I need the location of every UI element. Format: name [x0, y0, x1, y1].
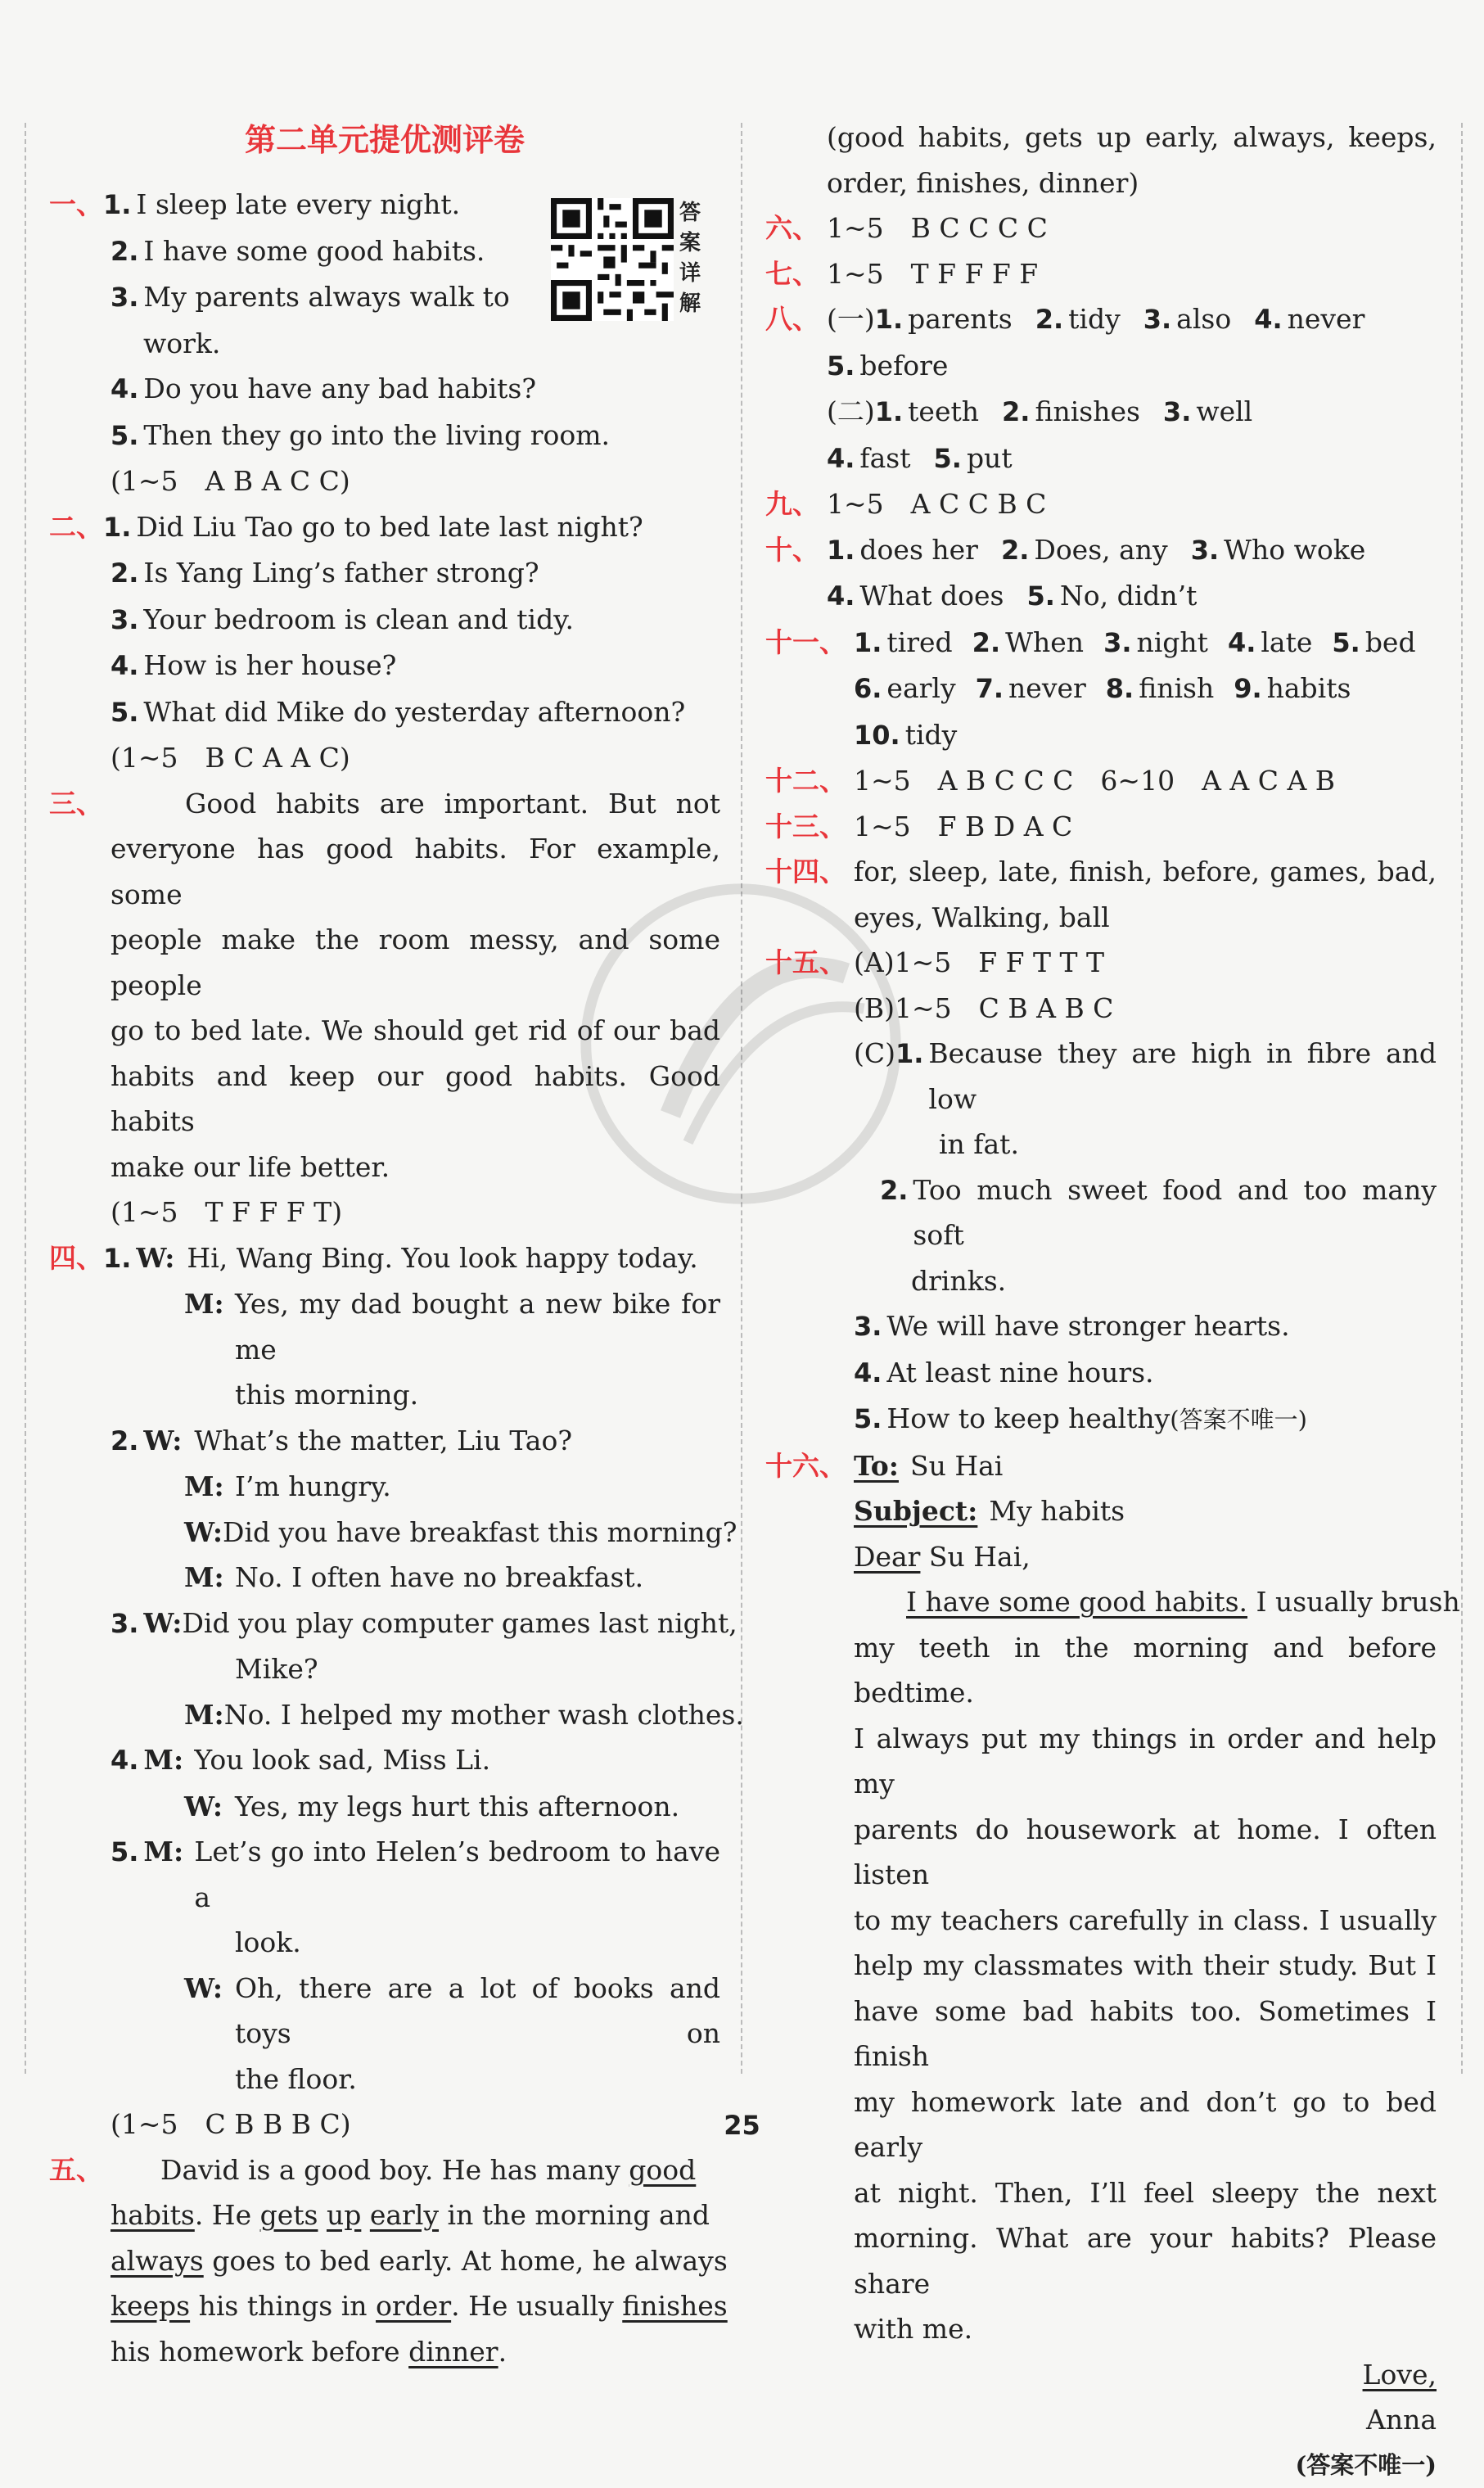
- filled-word: order: [376, 2283, 451, 2329]
- dialogue-text: Did you play computer games last night,: [182, 1601, 737, 1646]
- passage-line: habits and keep our good habits. Good habits: [111, 1054, 720, 1145]
- passage-line: [49, 2283, 720, 2329]
- dialogue-line: [49, 1510, 720, 1556]
- answer-line: [765, 481, 1437, 527]
- qr-label-char: 解: [679, 289, 707, 319]
- section-label: 十五、: [765, 940, 854, 986]
- passage-text: his things in: [190, 2283, 376, 2329]
- answer-text: in fat.: [939, 1122, 1019, 1167]
- passage-text: David is a good boy. He has many: [103, 2147, 629, 2193]
- answer-line: [765, 1350, 1437, 1397]
- email-body-text: at night. Then, I’ll feel sleepy the next: [854, 2170, 1437, 2216]
- dialogue-line: [49, 1235, 720, 1282]
- answer-line: [49, 504, 720, 551]
- passage-text: in the morning and: [439, 2199, 710, 2231]
- section-label: 七、: [765, 251, 827, 297]
- email-subject-label: Subject:: [854, 1488, 977, 1534]
- section-label: 八、: [765, 296, 827, 342]
- answer-text: finishes: [1035, 389, 1139, 435]
- answer-line: [49, 366, 720, 413]
- speaker-label: M:: [184, 1692, 224, 1738]
- answer-text: tired: [886, 620, 952, 666]
- answer-line: [765, 986, 1437, 1032]
- speaker-label: M:: [143, 1829, 194, 1875]
- item-number: 3.: [854, 1304, 882, 1350]
- answer-line: [49, 321, 720, 367]
- dialogue-text: this morning.: [235, 1372, 418, 1418]
- answer-line: [765, 436, 1437, 482]
- answer-line: [765, 343, 1437, 390]
- filled-word: early: [370, 2199, 439, 2231]
- answer-line: [765, 1122, 1437, 1167]
- part-label: (一): [827, 296, 875, 342]
- answer-text: When: [1005, 620, 1084, 666]
- section-label: 九、: [765, 481, 827, 527]
- item-number: 3.: [1143, 297, 1171, 343]
- answer-key: [49, 458, 720, 504]
- item-number: 2.: [1035, 297, 1063, 343]
- dialogue-text: Oh, there are a lot of books and toys on: [235, 1966, 720, 2057]
- right-margin-rule: [1461, 123, 1463, 2074]
- email-first-sentence: I have some good habits.: [906, 1579, 1247, 1625]
- item-number: 1.: [103, 183, 131, 228]
- dialogue-text: Yes, my dad bought a new bike for me: [235, 1281, 720, 1372]
- item-number: 2.: [880, 1168, 908, 1214]
- email-body-line: [765, 1579, 1437, 1625]
- answer-line: [49, 228, 720, 275]
- answer-line: [765, 620, 1437, 666]
- item-number: 5.: [854, 1397, 882, 1443]
- item-number: 2.: [111, 551, 138, 597]
- dialogue-text: Let’s go into Helen’s bedroom to have a: [194, 1829, 720, 1920]
- answer-key: [49, 1190, 720, 1235]
- answer-text: (1~5 B C A A C): [111, 735, 350, 781]
- dialogue-text: No. I often have no breakfast.: [235, 1555, 643, 1601]
- email-signature-line: [765, 2397, 1437, 2443]
- item-number: 8.: [1106, 666, 1134, 712]
- email-subject-line: [765, 1488, 1437, 1534]
- answer-line: [765, 1031, 1437, 1122]
- passage-text: .: [498, 2329, 507, 2375]
- answer-line: [765, 895, 1437, 941]
- answer-text: We will have stronger hearts.: [886, 1303, 1289, 1349]
- email-subject-value: My habits: [989, 1488, 1125, 1534]
- email-body-text: with me.: [854, 2306, 972, 2352]
- answer-line: [765, 251, 1437, 297]
- answer-line: [765, 389, 1437, 436]
- item-number: 1.: [827, 528, 855, 574]
- item-number: 3.: [1163, 390, 1191, 436]
- dialogue-text: No. I helped my mother wash clothes.: [224, 1692, 744, 1738]
- item-number: 5.: [1026, 574, 1054, 620]
- filled-word: gets: [260, 2199, 318, 2231]
- item-number: 4.: [111, 367, 138, 413]
- email-body-text: my teeth in the morning and before bedtime.: [854, 1625, 1437, 1716]
- item-number: 5.: [111, 413, 138, 459]
- answer-text: tidy: [1068, 296, 1121, 342]
- item-number: 4.: [1228, 621, 1256, 666]
- answer-line: [49, 550, 720, 597]
- answer-text: (A)1~5 F F T T T: [854, 940, 1104, 986]
- speaker-label: W:: [143, 1601, 182, 1646]
- answer-line: [765, 849, 1437, 895]
- answer-text: well: [1196, 389, 1252, 435]
- item-number: 3.: [111, 1601, 138, 1647]
- dialogue-text: You look sad, Miss Li.: [194, 1737, 490, 1783]
- answer-line: [765, 205, 1437, 251]
- answer-text: work.: [143, 321, 220, 367]
- email-body-line: [765, 1898, 1437, 1944]
- answer-line: [765, 160, 1437, 206]
- email-body-text: I always put my things in order and help my: [854, 1716, 1437, 1807]
- passage-text: . He usually: [451, 2283, 622, 2329]
- answer-line: [49, 274, 720, 321]
- speaker-label: M:: [184, 1281, 235, 1327]
- dialogue-line: [49, 1601, 720, 1647]
- passage-line: make our life better.: [111, 1145, 390, 1190]
- answer-text: How to keep healthy: [886, 1396, 1170, 1442]
- answer-text: bed: [1365, 620, 1416, 666]
- qr-label-char: 案: [679, 228, 707, 259]
- answer-line: [765, 804, 1437, 850]
- filled-word: habits: [111, 2199, 195, 2231]
- item-number: 3.: [1103, 621, 1131, 666]
- answer-text: 1~5 A C C B C: [827, 481, 1046, 527]
- answer-line: [765, 573, 1437, 620]
- email-body-text: parents do housework at home. I often listen: [854, 1807, 1437, 1898]
- item-number: 10.: [854, 713, 900, 759]
- item-number: 4.: [111, 643, 138, 689]
- answer-text: (good habits, gets up early, always, keeps,: [827, 115, 1437, 160]
- item-number: 2.: [1001, 528, 1029, 574]
- dialogue-text: Yes, my legs hurt this afternoon.: [235, 1784, 679, 1830]
- item-number: 1.: [875, 390, 903, 436]
- item-number: 4.: [827, 436, 855, 482]
- answer-text: My parents always walk to: [143, 274, 509, 320]
- speaker-label: W:: [184, 1510, 223, 1556]
- answer-text: never: [1288, 296, 1365, 342]
- answer-text: also: [1176, 296, 1231, 342]
- item-number: 2.: [972, 621, 1000, 666]
- dialogue-line: [49, 1737, 720, 1784]
- answer-line: [49, 1145, 720, 1190]
- item-number: 2.: [111, 1419, 138, 1465]
- email-body-text: morning. What are your habits? Please share: [854, 2215, 1437, 2306]
- answer-line: [49, 1008, 720, 1054]
- answer-text: 1~5 F B D A C: [854, 804, 1072, 850]
- email-to-value: Su Hai: [910, 1443, 1003, 1489]
- answer-text: teeth: [908, 389, 979, 435]
- answer-line: [49, 826, 720, 917]
- page-title: 第二单元提优测评卷: [49, 115, 720, 160]
- answer-line: [765, 527, 1437, 574]
- item-number: 5.: [827, 344, 855, 390]
- dialogue-line: [49, 1692, 720, 1738]
- answer-note: (答案不唯一): [1296, 2443, 1437, 2488]
- greeting-text: Su Hai,: [920, 1534, 1030, 1580]
- speaker-label: M:: [184, 1464, 235, 1510]
- answer-line: [765, 940, 1437, 986]
- passage-line: [49, 2238, 720, 2284]
- answer-text: Too much sweet food and too many soft: [913, 1167, 1437, 1258]
- answer-text: What does: [859, 573, 1004, 619]
- section-label: 十、: [765, 527, 827, 573]
- item-number: 9.: [1234, 666, 1261, 712]
- left-margin-rule: [25, 123, 26, 2074]
- part-label: (C): [854, 1031, 895, 1077]
- answer-text: 1~5 B C C C C: [827, 205, 1048, 251]
- answer-text: Who woke: [1224, 527, 1365, 573]
- answer-text: No, didn’t: [1060, 573, 1198, 619]
- section-label: 六、: [765, 205, 827, 251]
- answer-key: [49, 735, 720, 781]
- email-greeting: [765, 1534, 1437, 1580]
- email-to-line: [765, 1443, 1437, 1489]
- email-closing-line: [765, 2352, 1437, 2398]
- dialogue-line: [49, 1418, 720, 1465]
- answer-line: [49, 689, 720, 736]
- answer-text: order, finishes, dinner): [827, 160, 1139, 206]
- answer-text: tidy: [905, 712, 958, 758]
- item-number: 5.: [934, 436, 962, 482]
- qr-label-char: 详: [679, 259, 707, 289]
- email-body-line: [765, 2215, 1437, 2306]
- item-number: 7.: [976, 666, 1004, 712]
- answer-line: [765, 1396, 1437, 1443]
- passage-text: goes to bed early. At home, he always: [204, 2238, 728, 2284]
- answer-line: [765, 666, 1437, 712]
- email-body-text: have some bad habits too. Sometimes I finish: [854, 1989, 1437, 2079]
- passage-line: go to bed late. We should get rid of our bad: [111, 1008, 720, 1054]
- filled-word: always: [111, 2238, 204, 2284]
- answer-text: eyes, Walking, ball: [854, 895, 1110, 941]
- answer-text: finish: [1139, 666, 1214, 711]
- answer-text: I have some good habits.: [143, 228, 485, 274]
- dialogue-text: What’s the matter, Liu Tao?: [194, 1418, 572, 1464]
- answer-line: [765, 758, 1437, 804]
- item-number: 6.: [854, 666, 882, 712]
- filled-word: dinner: [408, 2329, 498, 2375]
- dialogue-line: [49, 1646, 720, 1692]
- answer-text: Because they are high in fibre and low: [928, 1031, 1437, 1122]
- section-label: 二、: [49, 504, 103, 550]
- answer-text: What did Mike do yesterday afternoon?: [143, 689, 685, 735]
- item-number: 4.: [1254, 297, 1282, 343]
- dialogue-line: [49, 1920, 720, 1966]
- email-body-line: [765, 1807, 1437, 1898]
- answer-line: [765, 1303, 1437, 1350]
- item-number: 1.: [875, 297, 903, 343]
- answer-text: (B)1~5 C B A B C: [854, 986, 1113, 1032]
- section-label: 十三、: [765, 804, 854, 850]
- item-number: 3.: [1191, 528, 1219, 574]
- speaker-label: W:: [184, 1784, 235, 1830]
- section-label: 五、: [49, 2147, 103, 2193]
- section-label: 四、: [49, 1235, 103, 1281]
- item-number: 5.: [111, 690, 138, 736]
- item-number: 1.: [895, 1032, 923, 1077]
- item-number: 4.: [854, 1351, 882, 1397]
- email-body-line: [765, 1943, 1437, 1989]
- answer-text: never: [1008, 666, 1086, 711]
- passage-text: . He: [195, 2199, 260, 2231]
- dialogue-text: the floor.: [235, 2057, 357, 2102]
- answer-text: night: [1136, 620, 1207, 666]
- dialogue-text: Mike?: [235, 1646, 318, 1692]
- answer-text: I sleep late every night.: [136, 182, 460, 228]
- answer-text: Do you have any bad habits?: [143, 366, 536, 412]
- answer-text: Your bedroom is clean and tidy.: [143, 597, 574, 643]
- email-body-line: [765, 1625, 1437, 1716]
- answer-line: [49, 597, 720, 643]
- passage-text: [318, 2199, 327, 2231]
- answer-line: [49, 1054, 720, 1145]
- email-body-text: help my classmates with their study. But I: [854, 1943, 1437, 1989]
- item-number: 3.: [111, 275, 138, 321]
- answer-line: [765, 115, 1437, 160]
- filled-word: keeps: [111, 2283, 190, 2329]
- answer-text: (1~5 A B A C C): [111, 458, 350, 504]
- passage-line: Good habits are important. But not: [103, 781, 720, 827]
- passage-line: people make the room messy, and some people: [111, 917, 720, 1008]
- dialogue-line: [49, 1829, 720, 1920]
- dialogue-text: I’m hungry.: [235, 1464, 391, 1510]
- passage-line: [49, 2329, 720, 2375]
- speaker-label: M:: [143, 1737, 194, 1783]
- answer-text: (1~5 C B B B C): [111, 2102, 351, 2147]
- dialogue-line: [49, 2057, 720, 2102]
- answer-line: [765, 296, 1437, 343]
- answer-line: [49, 917, 720, 1008]
- item-number: 2.: [1002, 390, 1030, 436]
- dialogue-line: [49, 1372, 720, 1418]
- answer-note-line: [765, 2443, 1437, 2488]
- dialogue-line: [49, 1966, 720, 2057]
- item-number: 4.: [111, 1738, 138, 1784]
- answer-text: before: [859, 343, 948, 389]
- passage-line: everyone has good habits. For example, some: [111, 826, 720, 917]
- answer-line: [765, 712, 1437, 759]
- section-label: 十一、: [765, 620, 854, 666]
- answer-text: for, sleep, late, finish, before, games, bad,: [854, 849, 1437, 895]
- section-label: 三、: [49, 781, 103, 827]
- speaker-label: W:: [136, 1235, 187, 1281]
- email-closing: Love,: [1363, 2352, 1437, 2398]
- answer-text: 1~5 T F F F F: [827, 251, 1038, 297]
- answer-text: habits: [1267, 666, 1351, 711]
- filled-word: up: [327, 2199, 361, 2231]
- item-number: 1.: [103, 1236, 131, 1282]
- dialogue-text: Hi, Wang Bing. You look happy today.: [187, 1235, 697, 1281]
- email-body-line: [765, 1716, 1437, 1807]
- email-body-line: [765, 2170, 1437, 2216]
- greeting-word: Dear: [854, 1534, 920, 1580]
- answer-text: late: [1261, 620, 1312, 666]
- section-label: 十二、: [765, 758, 854, 804]
- answer-text: 1~5 A B C C C 6~10 A A C A B: [854, 758, 1335, 804]
- answer-text: At least nine hours.: [886, 1350, 1153, 1396]
- email-body-line: [765, 2306, 1437, 2352]
- answer-line: [49, 781, 720, 827]
- answer-line: [765, 1167, 1437, 1258]
- email-body-text: my homework late and don’t go to bed early: [854, 2079, 1437, 2170]
- passage-text: his homework before: [111, 2329, 408, 2375]
- item-number: 5.: [111, 1830, 138, 1876]
- filled-word: finishes: [622, 2283, 727, 2329]
- dialogue-line: [49, 1281, 720, 1372]
- email-body-text: I usually brush: [1247, 1579, 1460, 1625]
- dialogue-text: Did you have breakfast this morning?: [223, 1510, 737, 1556]
- section-label: 一、: [49, 182, 103, 228]
- item-number: 1.: [103, 505, 131, 551]
- answer-text: does her: [859, 527, 978, 573]
- answer-text: parents: [908, 296, 1013, 342]
- left-column: [49, 182, 720, 2374]
- answer-text: Did Liu Tao go to bed late last night?: [136, 504, 643, 550]
- answer-text: How is her house?: [143, 643, 396, 689]
- answer-text: fast: [859, 436, 910, 481]
- dialogue-line: [49, 1784, 720, 1830]
- passage-line: [49, 2192, 761, 2238]
- answer-line: [49, 643, 720, 689]
- answer-line: [49, 413, 720, 459]
- dialogue-text: look.: [235, 1920, 301, 1966]
- item-number: 2.: [111, 229, 138, 275]
- item-number: 4.: [827, 574, 855, 620]
- passage-text: [361, 2199, 370, 2231]
- speaker-label: M:: [184, 1555, 235, 1601]
- answer-text: drinks.: [911, 1258, 1006, 1304]
- answer-text: Then they go into the living room.: [143, 413, 610, 458]
- passage-line: [49, 2147, 720, 2193]
- email-signature: Anna: [1366, 2397, 1437, 2443]
- answer-line: [49, 182, 720, 228]
- part-label: (二): [827, 389, 875, 435]
- dialogue-line: [49, 1555, 720, 1601]
- email-to-label: To:: [854, 1443, 899, 1489]
- item-number: 5.: [1332, 621, 1360, 666]
- item-number: 3.: [111, 598, 138, 643]
- speaker-label: W:: [143, 1418, 194, 1464]
- filled-word: good: [629, 2147, 696, 2193]
- answer-text: Is Yang Ling’s father strong?: [143, 550, 539, 596]
- email-body-line: [765, 1989, 1437, 2079]
- qr-label-char: 答: [679, 198, 707, 228]
- answer-note: (答案不唯一): [1170, 1398, 1307, 1443]
- page-number: 25: [0, 2110, 1484, 2141]
- dialogue-line: [49, 1464, 720, 1510]
- section-label: 十四、: [765, 849, 854, 895]
- answer-text: put: [967, 436, 1013, 481]
- answer-text: (1~5 T F F F T): [111, 1190, 342, 1235]
- section-label: 十六、: [765, 1443, 854, 1489]
- answer-text: early: [886, 666, 955, 711]
- answer-line: [765, 1258, 1437, 1304]
- email-body-text: to my teachers carefully in class. I usually: [854, 1898, 1437, 1944]
- item-number: 1.: [854, 621, 882, 666]
- center-divider: [741, 123, 742, 2074]
- answer-text: Does, any: [1034, 527, 1167, 573]
- speaker-label: W:: [184, 1966, 235, 2012]
